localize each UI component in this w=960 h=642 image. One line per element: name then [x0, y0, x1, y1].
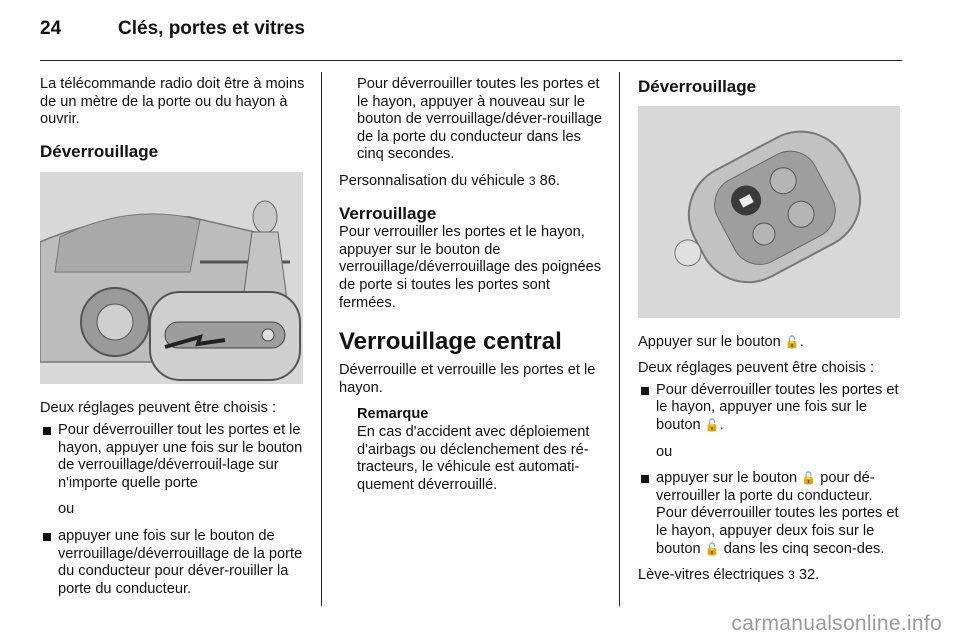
locking-text: Pour verrouiller les portes et le hayon, appuyer sur le bouton de verrouillage/déverrouillage des poignées de porte si toutes les portes sont fermées.: [339, 224, 602, 311]
bullet-3-text: Pour déverrouiller toutes les portes et le hayon, appuyer une fois sur le bouton: [656, 381, 899, 433]
central-locking-heading: Verrouillage central: [339, 328, 562, 356]
column-3: [638, 76, 904, 594]
personalisation-ref: [339, 173, 605, 191]
bullet-1-text: Pour déverrouiller tout les portes et le hayon, appuyer une fois sur le bouton de verrouillage/déverrouil-lage sur n'importe quelle porte: [58, 421, 303, 491]
settings-text: Deux réglages peuvent être choisis :: [40, 400, 277, 417]
car-door-illustration: [40, 172, 303, 384]
locking-heading: Verrouillage: [339, 203, 437, 223]
bullet-marker: [641, 475, 649, 483]
watermark: carmanualsonline.info: [731, 612, 942, 635]
bullet-1: [40, 422, 306, 492]
bullet-4: [638, 470, 904, 558]
central-locking-text: Déverrouille et verrouille les portes et le hayon.: [339, 362, 596, 396]
ref-arrow-icon: 3: [788, 568, 795, 583]
header-rule: [40, 60, 902, 61]
windows-page[interactable]: 32.: [798, 567, 820, 584]
unlock-icon: 🔓: [704, 417, 720, 432]
page-number: 24: [40, 18, 62, 39]
windows-label: Lève-vitres électriques: [638, 567, 785, 584]
key-fob-image: [638, 106, 900, 318]
unlocking-heading: Déverrouillage: [40, 141, 159, 161]
bullet-2: [40, 528, 306, 598]
ref-arrow-icon: 3: [528, 173, 536, 188]
bullet-marker: [43, 427, 51, 435]
remark-block: [339, 406, 605, 494]
personalisation-label: Personnalisation du véhicule: [339, 172, 525, 189]
page-header: [40, 18, 305, 40]
bullet-2-text: appuyer une fois sur le bouton de verrouillage/déverrouillage de la porte du conducteur pour déver-rouiller la porte du conducteur.: [58, 527, 303, 597]
bullet-marker: [641, 387, 649, 395]
unlock-icon: 🔓: [801, 471, 817, 486]
unlock-icon: 🔓: [704, 541, 720, 556]
key-fob-illustration: [638, 106, 900, 318]
bullet-marker: [43, 533, 51, 541]
page-title: Clés, portes et vitres: [118, 18, 305, 39]
press-button-text: Appuyer sur le bouton 🔓.: [638, 333, 804, 350]
car-door-handle-image: [40, 172, 303, 384]
bullet-4-text-a: appuyer sur le bouton: [656, 470, 798, 487]
personalisation-page[interactable]: 86.: [539, 172, 560, 189]
intro-paragraph: La télécommande radio doit être à moins de un mètre de la porte ou du hayon à ouvrir.: [40, 76, 305, 128]
column-2: [339, 76, 605, 503]
or-text: ou: [58, 501, 75, 518]
column-divider-2: [619, 72, 620, 606]
press-label: Appuyer sur le bouton: [638, 333, 781, 350]
unlocking-heading-2: Déverrouillage: [638, 77, 757, 96]
or-text-2: ou: [656, 443, 673, 460]
windows-ref: [638, 567, 904, 585]
column-1: [40, 76, 306, 607]
remark-text: En cas d'accident avec déploiement d'airbags ou déclenchement des ré-tracteurs, le véhicule est automati-quement déverrouillé.: [357, 423, 590, 493]
unlock-icon: 🔓: [784, 334, 800, 349]
continued-paragraph: Pour déverrouiller toutes les portes et le hayon, appuyer à nouveau sur le bouton de verrouillage/déver-rouillage de la porte du conducteur dans les cinq secondes.: [357, 76, 603, 163]
settings-text-2: Deux réglages peuvent être choisis :: [638, 360, 875, 377]
remark-label: Remarque: [357, 406, 429, 423]
bullet-4-text-c: dans les cinq secon-des.: [723, 540, 885, 557]
bullet-3: Pour déverrouiller toutes les portes et le hayon, appuyer une fois sur le bouton 🔓.: [638, 382, 904, 435]
bullet-4-text-b: pour dé-verrouiller la porte du conducteur. Pour déverrouiller toutes les portes et le hayon, appuyer deux fois sur le bouton: [656, 470, 899, 557]
column-divider-1: [321, 72, 322, 606]
